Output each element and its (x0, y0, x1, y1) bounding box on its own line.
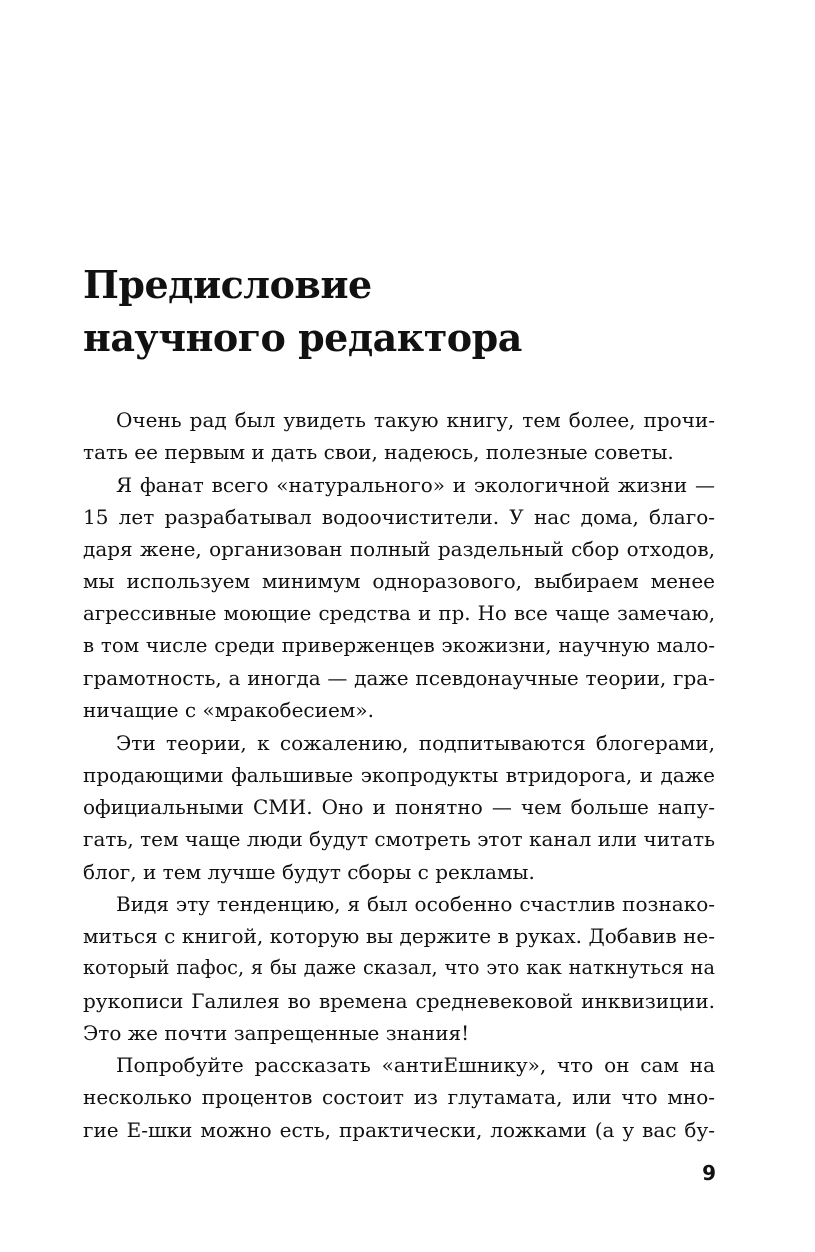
text-line: Видя эту тенденцию, я был особенно счастлив познако- (116, 891, 715, 916)
text-line: мы используем минимум одноразового, выбираем менее (83, 569, 715, 594)
text-line: агрессивные моющие средства и пр. Но все чаще замечаю, (83, 601, 715, 625)
text-line: гие Е-шки можно есть, практически, ложками (а у вас бу- (83, 1117, 715, 1142)
paragraph-4 (83, 888, 715, 1049)
text-line: Это же почти запрещенные знания! (83, 1020, 470, 1045)
text-line: миться с книгой, которую вы держите в руках. Добавив не- (83, 924, 715, 948)
text-line: гать, тем чаще люди будут смотреть этот канал или читать (83, 827, 715, 852)
text-line: тать ее первым и дать свои, надеюсь, полезные советы. (83, 440, 674, 465)
text-line: в том числе среди приверженцев экожизни, научную мало- (83, 633, 715, 657)
paragraph-2 (83, 469, 715, 727)
paragraph-5 (83, 1049, 715, 1146)
text-line: который пафос, я бы даже сказал, что это как наткнуться на (83, 956, 715, 980)
text-line: блог, и тем лучше будут сборы с рекламы. (83, 859, 535, 884)
text-line: грамотность, а иногда — даже псевдонаучные теории, гра- (83, 666, 715, 690)
text-line: Эти теории, к сожалению, подпитываются блогерами, (116, 730, 715, 755)
text-line: рукописи Галилея во времена средневековой инквизиции. (83, 988, 715, 1013)
text-line: даря жене, организован полный раздельный сбор отходов, (83, 537, 715, 561)
body-text (83, 404, 715, 1146)
chapter-title-line-2: научного редактора (83, 315, 522, 360)
text-line: Попробуйте рассказать «антиЕшнику», что он сам на (116, 1053, 715, 1077)
text-line: Я фанат всего «натурального» и экологичной жизни — (116, 472, 715, 497)
paragraph-1 (83, 404, 715, 469)
page-number: 9 (702, 1161, 716, 1185)
paragraph-3 (83, 727, 715, 888)
text-line: 15 лет разрабатывал водоочистители. У нас дома, благо- (83, 504, 715, 529)
chapter-title (83, 258, 743, 364)
text-line: Очень рад был увидеть такую книгу, тем более, прочи- (116, 408, 715, 432)
text-line: официальными СМИ. Оно и понятно — чем больше напу- (83, 795, 715, 819)
chapter-title-line-1: Предисловие (83, 262, 372, 307)
text-line: продающими фальшивые экопродукты втридорога, и даже (83, 762, 715, 787)
text-line: несколько процентов состоит из глутамата, или что мно- (83, 1085, 715, 1110)
text-line: ничащие с «мракобесием». (83, 698, 374, 723)
